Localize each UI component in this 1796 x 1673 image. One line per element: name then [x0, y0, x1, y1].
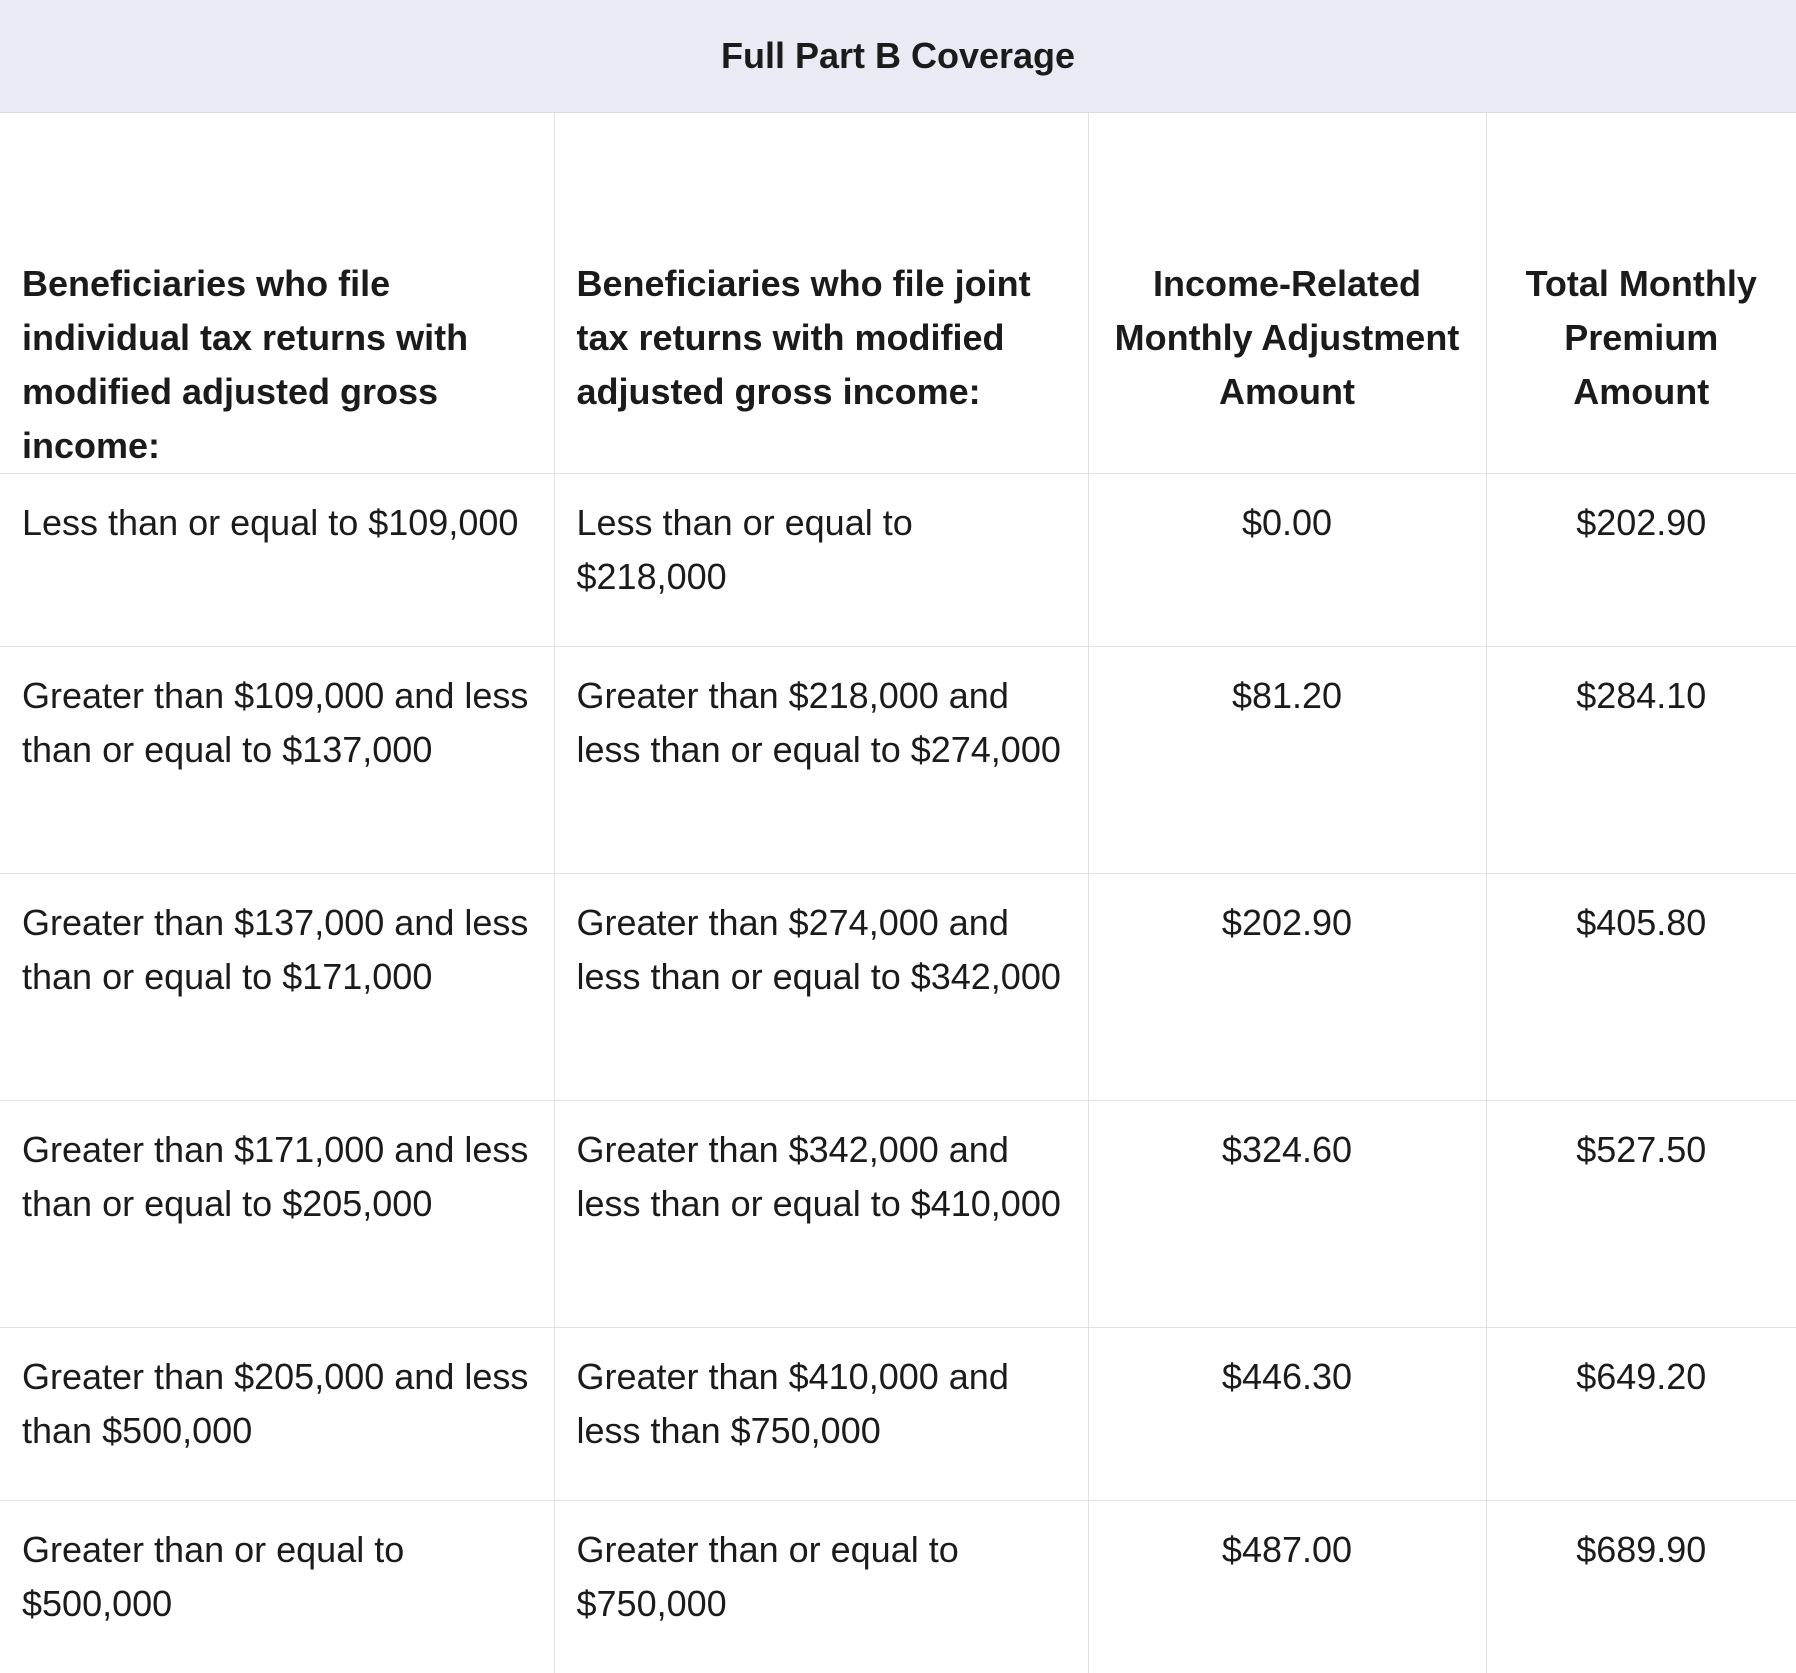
table-row	[0, 1101, 1796, 1328]
header-irmaa: Income-Related Monthly Adjustment Amount	[1088, 113, 1486, 474]
caption-row	[0, 0, 1796, 113]
cell-irmaa: $446.30	[1088, 1328, 1486, 1501]
table-row	[0, 1501, 1796, 1673]
cell-joint: Greater than $274,000 and less than or equal to $342,000	[554, 874, 1088, 1101]
cell-joint: Greater than $218,000 and less than or equal to $274,000	[554, 647, 1088, 874]
header-joint: Beneficiaries who file joint tax returns with modified adjusted gross income:	[554, 113, 1088, 474]
cell-total: $202.90	[1486, 474, 1796, 647]
cell-joint: Greater than or equal to $750,000	[554, 1501, 1088, 1673]
cell-individual: Greater than $137,000 and less than or equal to $171,000	[0, 874, 554, 1101]
cell-joint: Greater than $410,000 and less than $750,000	[554, 1328, 1088, 1501]
table-row	[0, 1328, 1796, 1501]
header-row	[0, 113, 1796, 474]
header-individual: Beneficiaries who file individual tax returns with modified adjusted gross income:	[0, 113, 554, 474]
table-caption: Full Part B Coverage	[0, 0, 1796, 113]
cell-total: $405.80	[1486, 874, 1796, 1101]
cell-individual: Greater than $109,000 and less than or equal to $137,000	[0, 647, 554, 874]
cell-individual: Greater than $171,000 and less than or equal to $205,000	[0, 1101, 554, 1328]
cell-irmaa: $324.60	[1088, 1101, 1486, 1328]
cell-individual: Greater than $205,000 and less than $500,000	[0, 1328, 554, 1501]
cell-irmaa: $487.00	[1088, 1501, 1486, 1673]
table-row	[0, 647, 1796, 874]
cell-total: $527.50	[1486, 1101, 1796, 1328]
cell-irmaa: $202.90	[1088, 874, 1486, 1101]
table-row	[0, 874, 1796, 1101]
cell-joint: Greater than $342,000 and less than or equal to $410,000	[554, 1101, 1088, 1328]
cell-joint: Less than or equal to $218,000	[554, 474, 1088, 647]
cell-irmaa: $81.20	[1088, 647, 1486, 874]
cell-irmaa: $0.00	[1088, 474, 1486, 647]
cell-total: $284.10	[1486, 647, 1796, 874]
cell-individual: Less than or equal to $109,000	[0, 474, 554, 647]
cell-individual: Greater than or equal to $500,000	[0, 1501, 554, 1673]
header-total: Total Monthly Premium Amount	[1486, 113, 1796, 474]
cell-total: $649.20	[1486, 1328, 1796, 1501]
table-row	[0, 474, 1796, 647]
cell-total: $689.90	[1486, 1501, 1796, 1673]
